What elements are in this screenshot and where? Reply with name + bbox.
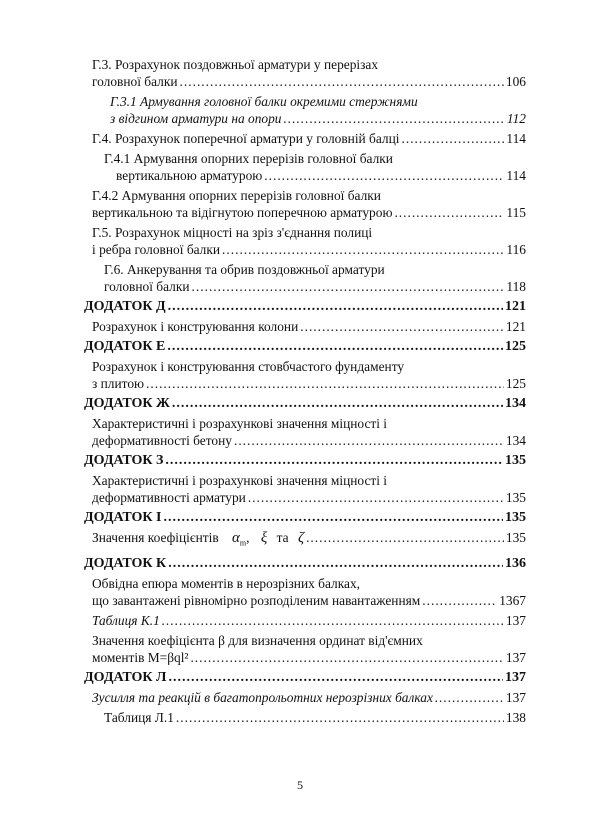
toc-entry-title: ДОДАТОК Е [84, 339, 166, 354]
toc-entry-moment-envelope[interactable] [92, 575, 526, 609]
toc-entry-title: Розрахунок і конструювання колони [92, 319, 299, 334]
dot-leader [394, 204, 504, 221]
coefficients-label: Значення коефіцієнтів [92, 530, 219, 545]
toc-entry-title-line1: Розрахунок і конструювання стовбчастого фундаменту [92, 359, 405, 374]
toc-entry-g3-1[interactable] [92, 93, 526, 127]
toc-entry-g3[interactable] [92, 56, 526, 90]
toc-entry-title-line2: вертикальною та відігнутою поперечною арматурою [92, 205, 393, 220]
dot-leader [172, 395, 503, 412]
toc-entry-title: Таблиця К.1 [92, 612, 160, 628]
dot-leader [402, 130, 505, 147]
toc-entry-g4-2[interactable] [92, 187, 526, 221]
alpha-symbol: α [232, 530, 240, 546]
toc-page-number: 116 [506, 242, 526, 257]
toc-entry-concrete-values[interactable] [92, 415, 526, 449]
dot-leader [222, 241, 504, 258]
toc-page-number: 136 [505, 555, 526, 571]
toc-entry-title-line1: Г.5. Розрахунок міцності на зріз з'єднання полиці [92, 225, 373, 240]
toc-page-number: 125 [505, 376, 526, 391]
page-number: 5 [297, 778, 303, 792]
dot-leader [192, 278, 505, 295]
toc-page-number: 135 [505, 530, 526, 545]
toc-entry-title-line2: що завантажені рівномірно розподіленим навантаженням [92, 592, 421, 608]
toc-entry-appendix-d[interactable] [84, 298, 526, 315]
toc-entry-title-line1: Значення коефіцієнта β для визначення ординат від'ємних [92, 632, 423, 648]
dot-leader [146, 375, 504, 392]
toc-page-number: 125 [505, 339, 526, 354]
toc-entry-title-line1: Г.3.1 Армування головної балки окремими стержнями [110, 94, 418, 109]
toc-page-number: 114 [506, 131, 526, 146]
toc-entry-title-line2: деформативності арматури [92, 490, 246, 505]
toc-entry-appendix-i[interactable] [84, 509, 526, 526]
dot-leader [284, 110, 505, 127]
toc-entry-title: ДОДАТОК Ж [84, 396, 170, 411]
table-of-contents [84, 56, 526, 729]
toc-entry-title-line2: головної балки [104, 279, 190, 294]
xi-symbol: ξ [260, 530, 268, 546]
toc-entry-g4-1[interactable] [92, 150, 526, 184]
dot-leader [264, 167, 504, 184]
toc-entry-title-line1: Г.4.1 Армування опорних перерізів головної балки [104, 151, 393, 166]
dot-leader [248, 489, 504, 506]
toc-page-number: 118 [506, 279, 526, 294]
toc-entry-title-line2: моментів M=βql² [92, 649, 189, 665]
toc-entry-title-line2: вертикальною арматурою [116, 168, 263, 183]
toc-entry-table-k1[interactable] [92, 612, 526, 629]
dot-leader [180, 73, 504, 90]
toc-entry-title-line1: Характеристичні і розрахункові значення міцності і [92, 473, 388, 488]
dot-leader [234, 432, 504, 449]
toc-entry-title [92, 529, 304, 552]
toc-entry-table-l1[interactable] [92, 709, 526, 726]
toc-entry-title-line1: Г.4.2 Армування опорних перерізів головної балки [92, 188, 381, 203]
toc-entry-beta-coefficient[interactable] [92, 632, 526, 666]
toc-page-number: 138 [505, 709, 526, 725]
dot-leader [167, 338, 503, 355]
dot-leader [306, 529, 504, 546]
toc-page-number: 112 [506, 111, 526, 126]
toc-page-number: 137 [505, 649, 526, 665]
toc-page-number: 106 [505, 74, 526, 89]
dot-leader [300, 318, 504, 335]
and-word: та [276, 530, 289, 545]
toc-entry-g6[interactable] [92, 261, 526, 295]
alpha-subscript: m [239, 538, 247, 548]
toc-entry-title: Таблиця Л.1 [104, 709, 174, 725]
toc-page-number: 135 [505, 490, 526, 505]
dot-leader [435, 689, 504, 706]
toc-page-number: 134 [505, 433, 526, 448]
toc-entry-title-line1: Характеристичні і розрахункові значення міцності і [92, 416, 388, 431]
comma: , [246, 530, 250, 545]
toc-entry-title-line1: Обвідна епюра моментів в нерозрізних балках, [92, 575, 361, 591]
toc-entry-title-line1: Г.3. Розрахунок поздовжньої арматури у перерізах [92, 57, 379, 72]
toc-entry-title-line2: деформативності бетону [92, 433, 232, 448]
toc-entry-appendix-l[interactable] [84, 669, 526, 686]
dot-leader [162, 612, 504, 629]
toc-page-number: 135 [505, 453, 526, 468]
toc-page-number: 134 [505, 396, 526, 411]
toc-entry-foundation[interactable] [92, 358, 526, 392]
toc-entry-appendix-e[interactable] [84, 338, 526, 355]
zeta-symbol: ζ [298, 530, 305, 546]
toc-entry-g5[interactable] [92, 224, 526, 258]
dot-leader [422, 592, 497, 609]
toc-entry-title: ДОДАТОК Л [84, 669, 167, 685]
toc-page-number: 121 [505, 299, 526, 314]
toc-entry-title-line2: і ребра головної балки [92, 242, 221, 257]
toc-page-number: 137 [505, 689, 526, 705]
dot-leader [165, 452, 503, 469]
dot-leader [190, 649, 503, 666]
toc-page-number: 114 [506, 168, 526, 183]
dot-leader [163, 509, 503, 526]
dot-leader [176, 709, 504, 726]
toc-entry-title-line1: Г.6. Анкерування та обрив поздовжньої арматури [104, 262, 385, 277]
toc-entry-title-line2: головної балки [92, 74, 178, 89]
toc-entry-coefficients[interactable] [92, 529, 526, 552]
dot-leader [168, 298, 503, 315]
toc-page-number: 121 [505, 319, 526, 334]
toc-entry-forces-reactions[interactable] [92, 689, 526, 706]
dot-leader [168, 555, 503, 572]
toc-page-number: 137 [505, 612, 526, 628]
toc-entry-title: Зусилля та реакцій в багатопрольотних нерозрізних балках [92, 689, 433, 705]
toc-page-number: 1367 [499, 592, 526, 608]
toc-entry-appendix-zh[interactable] [84, 395, 526, 412]
toc-page-number: 115 [506, 205, 526, 220]
toc-entry-appendix-k[interactable] [84, 555, 526, 572]
toc-entry-title-line2: з відгином арматури на опори [110, 111, 282, 126]
toc-entry-g4[interactable] [92, 130, 526, 147]
dot-leader [168, 669, 503, 686]
toc-page-number: 137 [505, 669, 526, 685]
toc-entry-title: ДОДАТОК Д [84, 299, 166, 314]
toc-entry-appendix-z[interactable] [84, 452, 526, 469]
toc-entry-columns[interactable] [92, 318, 526, 335]
toc-page-number: 135 [505, 510, 526, 525]
toc-entry-title-line2: з плитою [92, 376, 145, 391]
toc-entry-title: ДОДАТОК З [84, 453, 164, 468]
toc-entry-title: ДОДАТОК І [84, 510, 162, 525]
toc-entry-title: ДОДАТОК К [84, 555, 167, 571]
toc-entry-title: Г.4. Розрахунок поперечної арматури у головній балці [92, 131, 400, 146]
toc-entry-rebar-values[interactable] [92, 472, 526, 506]
